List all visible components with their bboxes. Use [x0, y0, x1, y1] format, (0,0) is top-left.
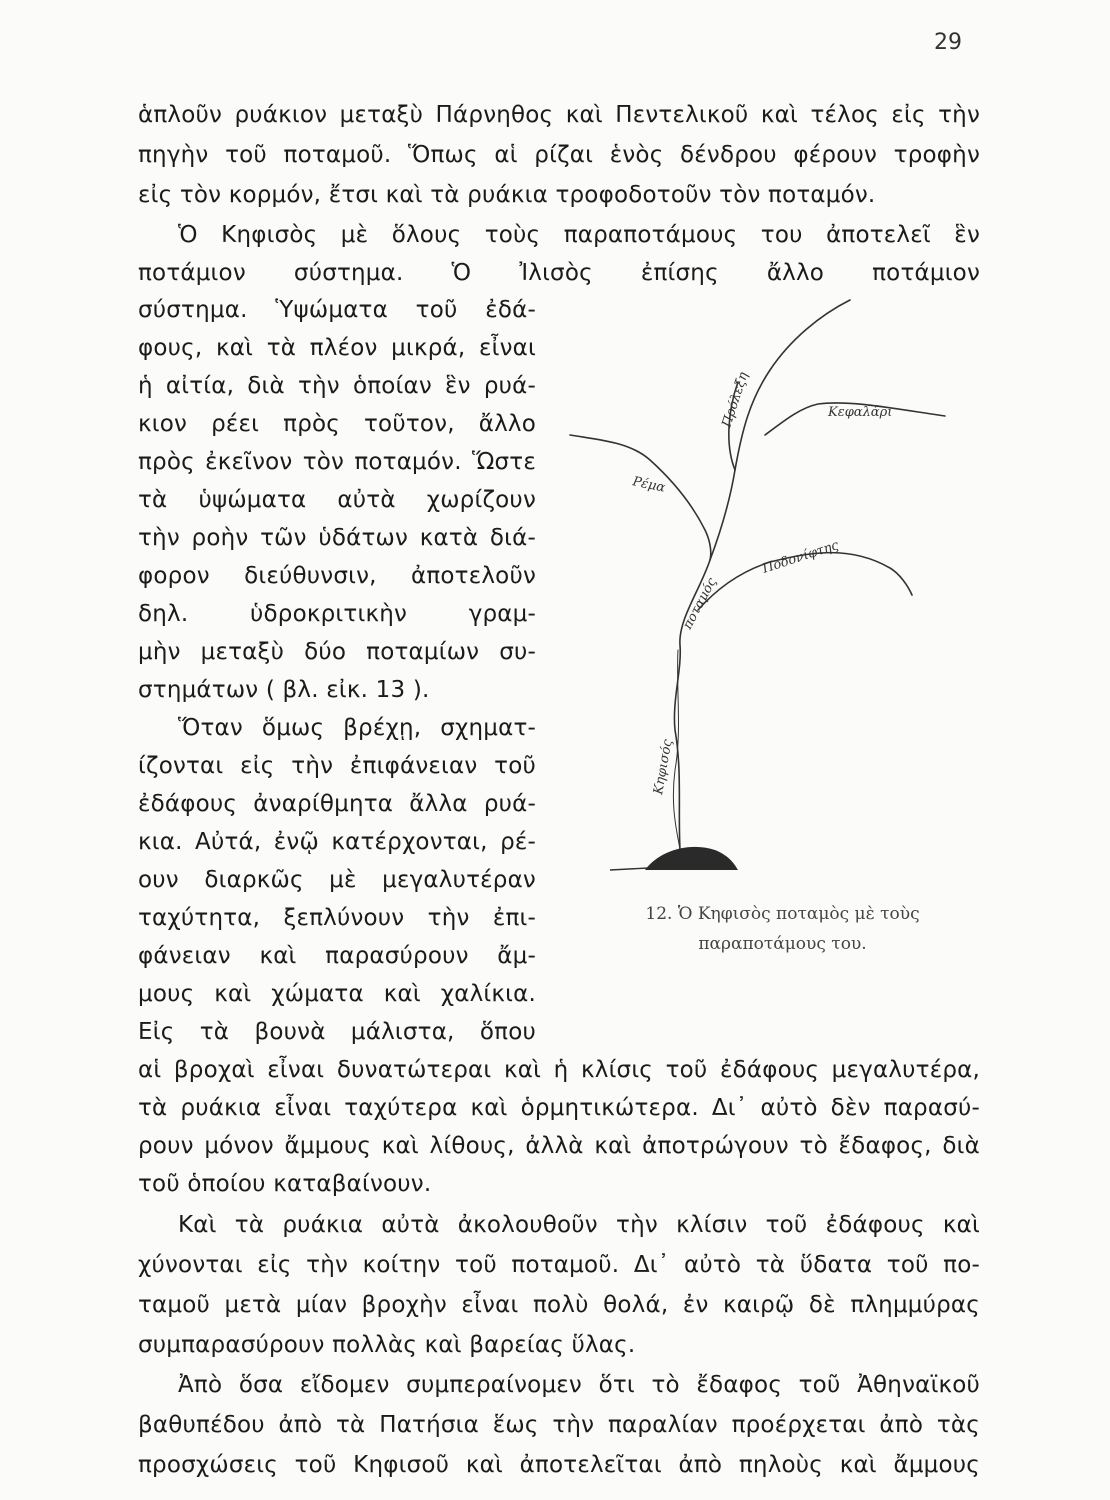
- text-line: χύνονται εἰς τὴν κοίτην τοῦ ποταμοῦ. Δι᾽ αὐτὸ τὰ ὕδατα τοῦ πο-: [138, 1252, 980, 1278]
- text-line: πηγὴν τοῦ ποταμοῦ. Ὅπως αἱ ρίζαι ἑνὸς δένδρου φέρουν τροφὴν: [138, 142, 980, 168]
- main-river-path: [674, 300, 850, 850]
- text-line: ίζονται εἰς τὴν ἐπιφάνειαν τοῦ: [138, 753, 536, 779]
- text-line: Ἀπὸ ὅσα εἴδομεν συμπεραίνομεν ὅτι τὸ ἔδαφος τοῦ Ἀθηναϊκοῦ: [178, 1372, 980, 1398]
- label-pikermi: Πρόλεξη: [719, 370, 752, 430]
- spring-mound: [645, 847, 738, 870]
- rema-branch: [570, 435, 711, 560]
- text-line: ρουν μόνον ἄμμους καὶ λίθους, ἀλλὰ καὶ ἀποτρώγουν τὸ ἔδαφος, διὰ: [138, 1133, 980, 1159]
- text-line: ἡ αἰτία, διὰ τὴν ὁποίαν ἓν ρυά-: [138, 373, 536, 399]
- text-line: συμπαρασύρουν πολλὰς καὶ βαρείας ὕλας.: [138, 1332, 636, 1358]
- text-line: προσχώσεις τοῦ Κηφισοῦ καὶ ἀποτελεῖται ἀπὸ πηλοὺς καὶ ἄμμους: [138, 1452, 980, 1478]
- text-line: ουν διαρκῶς μὲ μεγαλυτέραν: [138, 867, 536, 893]
- text-line: σύστημα. Ὑψώματα τοῦ ἐδά-: [138, 297, 536, 323]
- text-line: κιον ρέει πρὸς τοῦτον, ἄλλο: [138, 411, 536, 437]
- text-line: κια. Αὐτά, ἐνῷ κατέρχονται, ρέ-: [138, 829, 536, 855]
- text-line: στημάτων ( βλ. εἰκ. 13 ).: [138, 677, 430, 703]
- text-line: φάνειαν καὶ παρασύρουν ἄμ-: [138, 943, 536, 969]
- text-line: δηλ. ὑδροκριτικὴν γραμ-: [138, 601, 536, 627]
- text-line: ταχύτητα, ξεπλύνουν τὴν ἐπι-: [138, 905, 536, 931]
- page-number: 29: [934, 30, 962, 55]
- text-line: εἰς τὸν κορμόν, ἔτσι καὶ τὰ ρυάκια τροφοδοτοῦν τὸν ποταμόν.: [138, 182, 876, 208]
- text-line: αἱ βροχαὶ εἶναι δυνατώτεραι καὶ ἡ κλίσις τοῦ ἐδάφους μεγαλυτέρα,: [138, 1057, 980, 1083]
- text-line: ἐδάφους ἀναρίθμητα ἄλλα ρυά-: [138, 791, 536, 817]
- river-sketch-figure: [550, 290, 980, 890]
- text-line: βαθυπέδου ἀπὸ τὰ Πατήσια ἕως τὴν παραλίαν προέρχεται ἀπὸ τὰς: [138, 1412, 980, 1438]
- text-line: Ὁ Κηφισὸς μὲ ὅλους τοὺς παραποτάμους του ἀποτελεῖ ἓν: [178, 222, 980, 248]
- label-kefalari: Κεφαλάρι: [828, 405, 893, 420]
- text-line: μὴν μεταξὺ δύο ποταμίων συ-: [138, 639, 536, 665]
- text-line: τὰ ὑψώματα αὐτὰ χωρίζουν: [138, 487, 536, 513]
- text-line: ποτάμιον σύστημα. Ὁ Ἰλισὸς ἐπίσης ἄλλο ποτάμιον: [138, 260, 980, 286]
- label-rema: Ρέμα: [631, 474, 667, 496]
- figure-caption-line-2: παραποτάμους του.: [698, 934, 867, 954]
- text-line: ἁπλοῦν ρυάκιον μεταξὺ Πάρνηθος καὶ Πεντελικοῦ καὶ τέλος εἰς τὴν: [138, 102, 980, 128]
- text-line: τοῦ ὁποίου καταβαίνουν.: [138, 1171, 432, 1197]
- text-line: φορον διεύθυνσιν, ἀποτελοῦν: [138, 563, 536, 589]
- text-line: Καὶ τὰ ρυάκια αὐτὰ ἀκολουθοῦν τὴν κλίσιν τοῦ ἐδάφους καὶ: [178, 1212, 980, 1238]
- river-sketch: [550, 290, 980, 890]
- text-line: φους, καὶ τὰ πλέον μικρά, εἶναι: [138, 335, 536, 361]
- figure-caption-line-1: 12. Ὁ Κηφισὸς ποταμὸς μὲ τοὺς: [645, 904, 920, 924]
- text-line: τὰ ρυάκια εἶναι ταχύτερα καὶ ὁρμητικώτερα. Δι᾽ αὐτὸ δὲν παρασύ-: [138, 1095, 980, 1121]
- label-potamos: ποταμός: [680, 575, 720, 632]
- label-podoniftis: Ποδονίφτης: [760, 538, 841, 577]
- text-line: Εἰς τὰ βουνὰ μάλιστα, ὅπου: [138, 1019, 536, 1045]
- text-line: μους καὶ χώματα καὶ χαλίκια.: [138, 981, 536, 1007]
- text-line: Ὅταν ὅμως βρέχῃ, σχηματ-: [178, 715, 536, 741]
- label-kifisos: Κηφισός: [651, 738, 676, 796]
- text-line: τὴν ροὴν τῶν ὑδάτων κατὰ διά-: [138, 525, 536, 551]
- text-line: πρὸς ἐκεῖνον τὸν ποταμόν. Ὥστε: [138, 449, 536, 475]
- text-line: ταμοῦ μετὰ μίαν βροχὴν εἶναι πολὺ θολά, ἐν καιρῷ δὲ πλημμύρας: [138, 1292, 980, 1318]
